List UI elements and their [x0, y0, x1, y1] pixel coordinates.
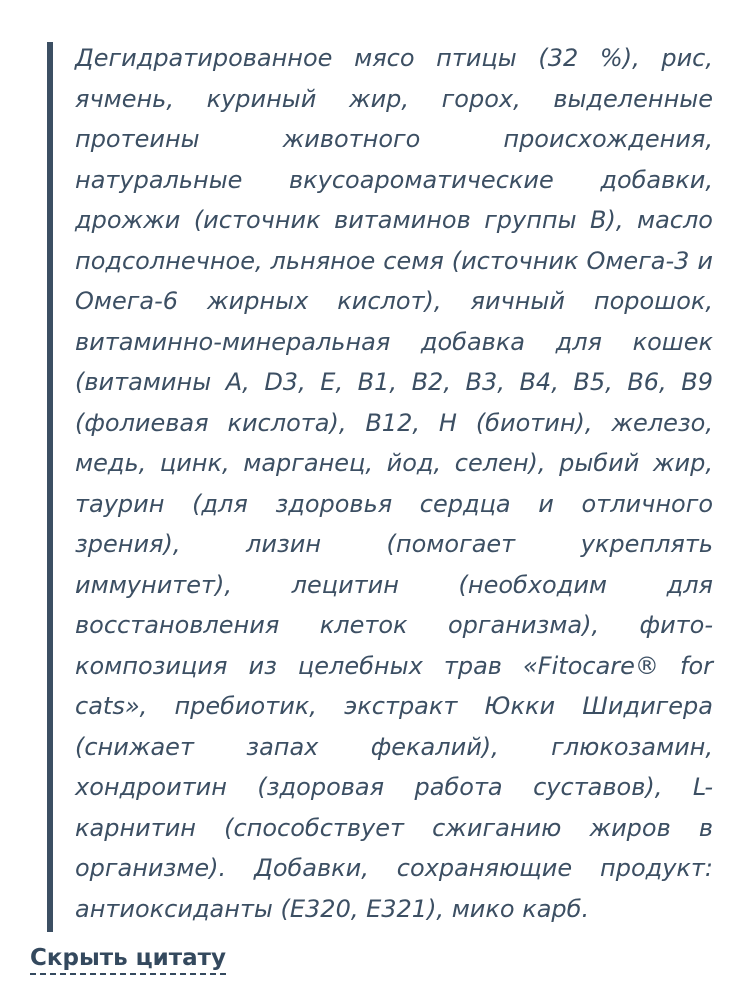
quote-line: витаминно-минеральная добавка для кошек — [75, 327, 713, 356]
quote-line: восстановления клеток организма), фито- — [75, 611, 713, 639]
quote-line: таурин (для здоровья сердца и отличного — [75, 489, 713, 518]
quote-line: карнитин (способствует сжиганию жиров в — [75, 813, 713, 842]
quote-line: Омега-6 жирных кислот), яичный порошок, — [75, 287, 713, 315]
quote-line: хондроитин (здоровая работа суставов), L- — [75, 773, 713, 801]
quote-line: натуральные вкусоароматические добавки, — [75, 165, 713, 194]
quote-line: ячмень, куриный жир, горох, выделенные — [75, 84, 713, 113]
quote-line: Дегидратированное мясо птицы (32 %), рис, — [75, 44, 713, 72]
quote-line: организме). Добавки, сохраняющие продукт: — [75, 854, 713, 882]
hide-quote-link[interactable]: Скрыть цитату — [30, 943, 226, 975]
quote-line: зрения), лизин (помогает укреплять — [75, 530, 713, 558]
quote-line: cats», пребиотик, экстракт Юкки Шидигера — [75, 692, 713, 720]
quote-line: (витамины А, D3, Е, В1, В2, В3, В4, В5, В6, В9 — [75, 368, 713, 396]
quote-line: иммунитет), лецитин (необходим для — [75, 570, 713, 599]
quote-line: медь, цинк, марганец, йод, селен), рыбий жир, — [75, 449, 713, 477]
quote-line: дрожжи (источник витаминов группы В), масло — [75, 206, 713, 234]
quote-line: (фолиевая кислота), В12, Н (биотин), железо, — [75, 408, 713, 437]
quote-line: композиция из целебных трав «Fitocare® for — [75, 651, 713, 680]
quote-line: подсолнечное, льняное семя (источник Омега-3 и — [75, 246, 713, 275]
quote-line: антиоксиданты (Е320, Е321), мико карб. — [75, 894, 590, 923]
quote-line: протеины животного происхождения, — [75, 125, 713, 153]
quote-line: (снижает запах фекалий), глюкозамин, — [75, 732, 713, 761]
ingredients-quote — [75, 38, 713, 929]
quote-bar — [47, 42, 53, 932]
